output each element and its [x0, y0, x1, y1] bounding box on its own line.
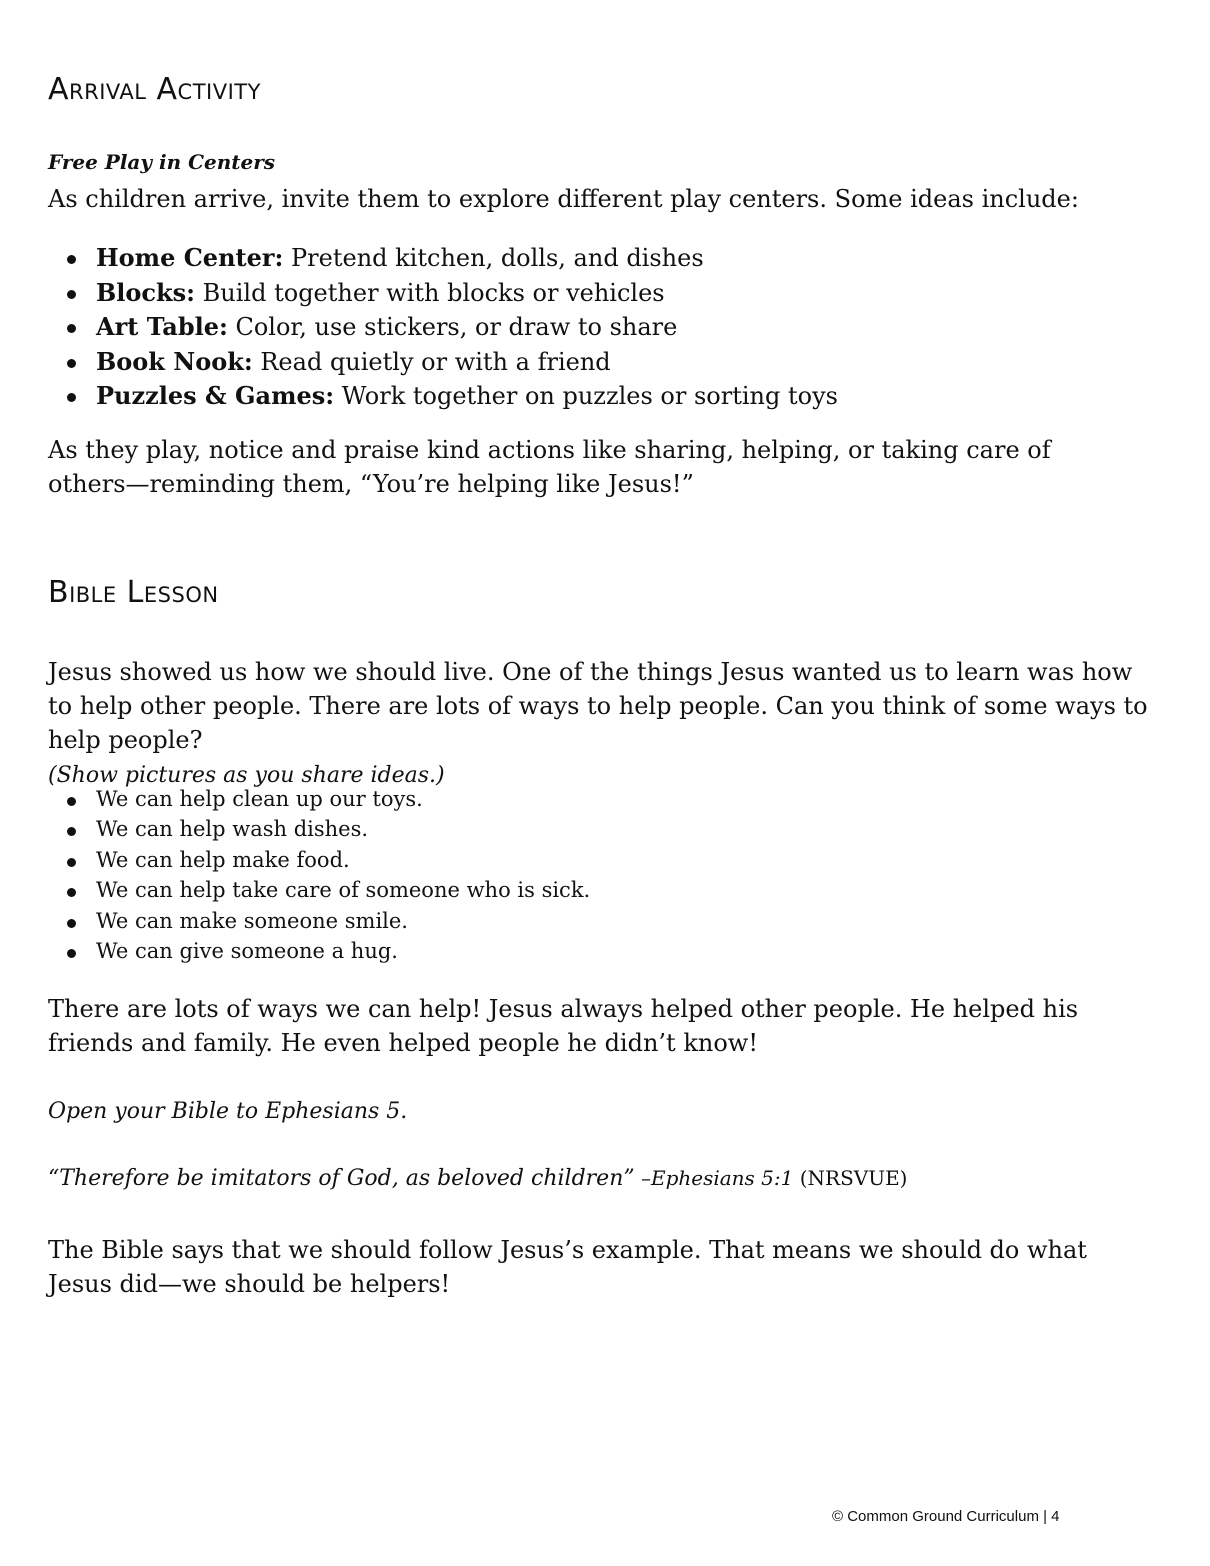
lesson-paragraph-3: The Bible says that we should follow Jesus’s example. That means we should do what Jesus did—we should be helpers! — [48, 1236, 1087, 1298]
list-item: We can make someone smile. — [48, 906, 590, 936]
lesson-note: (Show pictures as you share ideas.) — [48, 763, 445, 788]
list-item: We can help make food. — [48, 845, 590, 875]
list-item: Home Center: Pretend kitchen, dolls, and dishes — [48, 241, 838, 276]
bible-instruction: Open your Bible to Ephesians 5. — [48, 1099, 408, 1124]
arrival-intro: As children arrive, invite them to explore different play centers. Some ideas include: — [48, 185, 1079, 213]
centers-list — [48, 241, 838, 414]
page-footer: © Common Ground Curriculum | 4 — [832, 1508, 1060, 1525]
verse-text: “Therefore be imitators of God, as beloved children” — [48, 1166, 635, 1191]
list-item: We can help take care of someone who is sick. — [48, 875, 590, 905]
list-item: We can help wash dishes. — [48, 814, 590, 844]
verse-version: (NRSVUE) — [793, 1166, 908, 1190]
arrival-activity-heading: Arrival Activity — [48, 72, 261, 107]
lesson-paragraph-2: There are lots of ways we can help! Jesus always helped other people. He helped his friends and family. He even helped people he didn’t know! — [48, 995, 1079, 1057]
ways-to-help-list — [48, 784, 590, 966]
bible-verse — [48, 1166, 907, 1191]
arrival-subtitle: Free Play in Centers — [48, 150, 276, 174]
list-item: We can help clean up our toys. — [48, 784, 590, 814]
list-item: Blocks: Build together with blocks or vehicles — [48, 276, 838, 311]
arrival-closing: As they play, notice and praise kind actions like sharing, helping, or taking care of others—reminding them, “You’re helping like Jesus!” — [48, 436, 1051, 498]
list-item: We can give someone a hug. — [48, 936, 590, 966]
verse-reference: –Ephesians 5:1 — [634, 1166, 794, 1190]
list-item: Puzzles & Games: Work together on puzzles or sorting toys — [48, 379, 838, 414]
lesson-paragraph-1: Jesus showed us how we should live. One of the things Jesus wanted us to learn was how to help other people. There are lots of ways to help people. Can you think of some ways to help people? (Show pictures as you share ideas.) — [48, 658, 1148, 788]
list-item: Art Table: Color, use stickers, or draw to share — [48, 310, 838, 345]
bible-lesson-heading: Bible Lesson — [48, 575, 219, 610]
list-item: Book Nook: Read quietly or with a friend — [48, 345, 838, 380]
